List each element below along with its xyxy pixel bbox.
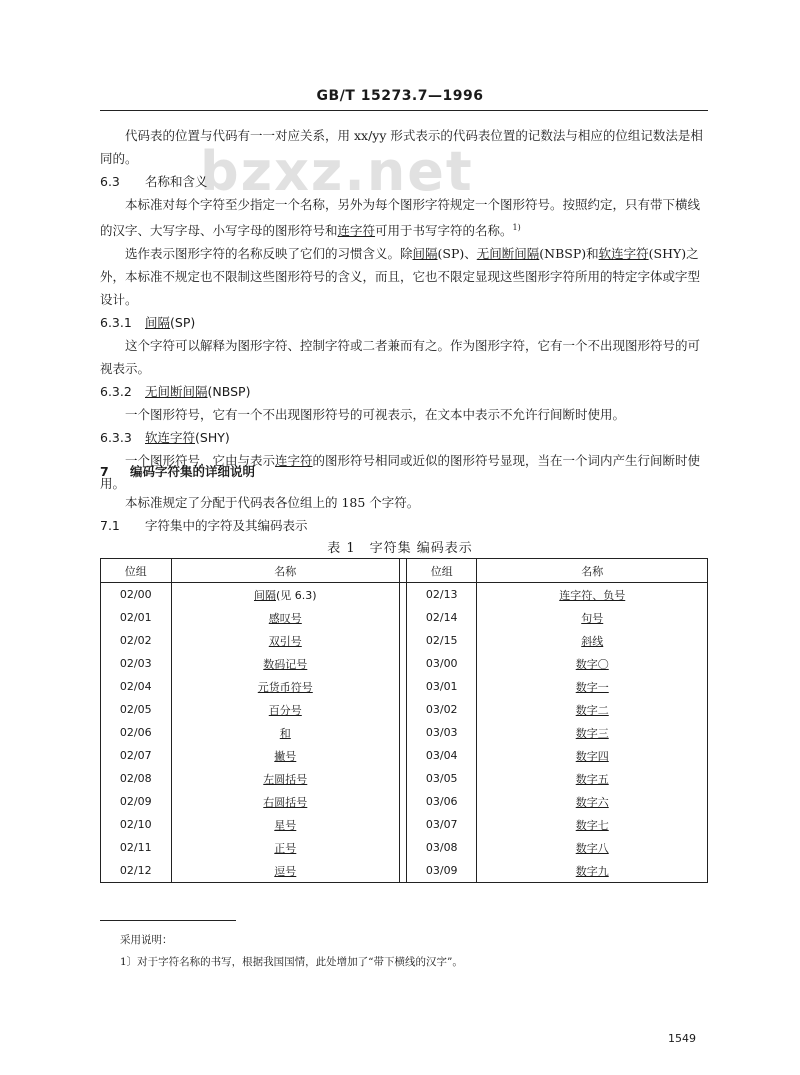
name-cell [477,836,708,859]
character-name: 星号 [274,818,297,832]
text-run: 可用于书写字符的名称。 [375,223,513,239]
underlined-term: 无间断间隔 [476,246,540,262]
position-value: 02/04 [119,680,152,693]
text-run: 的图形符号相同或近似的图形符号显现，当在一个词内产生行间断时使用。 [100,453,701,492]
character-name: 数字四 [575,749,609,763]
section-6-3-paragraph-1 [100,193,708,242]
name-cell [171,813,400,836]
section-6-3-2-heading [100,380,708,403]
section-number: 7.1 [100,518,120,533]
intro-paragraph: 代码表的位置与代码有一一对应关系，用 xx/yy 形式表示的代码表位置的记数法与相应的位组记数法是相同的。 [100,128,703,166]
section-number: 6.3 [100,174,120,189]
position-cell [101,698,172,721]
character-name: 撇号 [274,749,297,763]
section-6-3-1-paragraph: 这个字符可以解释为图形字符、控制字符或二者兼而有之。作为图形字符，它有一个不出现图形符号的可视表示。 [100,338,701,377]
page-header: GB/T 15273.7—1996 [316,88,484,104]
position-cell [406,744,477,767]
position-value: 02/01 [119,611,152,624]
character-name: 数字〇 [575,657,609,671]
name-cell [477,813,708,836]
position-cell [406,859,477,883]
position-cell [406,698,477,721]
column-gap [400,629,407,652]
name-cell [477,606,708,629]
character-name: 数字五 [575,772,609,786]
character-name: 左圆括号 [263,772,308,786]
section-title-term: 无间断间隔 [145,384,208,400]
position-cell [406,813,477,836]
position-cell [101,767,172,790]
position-cell [406,767,477,790]
footnote-text: 1〕对于字符名称的书写，根据我国国情，此处增加了“带下横线的汉字”。 [120,956,463,968]
character-name: 句号 [581,611,604,625]
footnote-title: 采用说明： [120,934,173,946]
text-run: (SP)、 [437,246,477,262]
column-gap [400,744,407,767]
section-6-3-paragraph-2 [100,242,708,311]
table-row [101,813,708,836]
position-cell [101,583,172,607]
position-cell [406,652,477,675]
column-gap [400,675,407,698]
name-cell [477,859,708,883]
name-cell [477,790,708,813]
character-name: 间隔 [253,588,276,602]
character-name: 数字二 [575,703,609,717]
footnote-rule [100,920,236,921]
position-value: 02/09 [119,795,152,808]
section-title-rest: (NBSP) [207,384,251,400]
column-gap [400,652,407,675]
position-value: 02/05 [119,703,152,716]
table-row [101,675,708,698]
section-6-3-heading [100,170,708,193]
section-7-heading [100,460,708,483]
name-cell [477,675,708,698]
name-cell [477,652,708,675]
character-name: 数字六 [575,795,609,809]
character-name: 连字符、负号 [559,588,626,602]
section-7-paragraph: 本标准规定了分配于代码表各位组上的 185 个字符。 [125,495,420,510]
section-7-1-heading [100,514,708,537]
position-value: 03/04 [425,749,458,762]
section-title: 名称和含义 [145,174,208,189]
column-gap [400,606,407,629]
position-cell [101,629,172,652]
name-cell [171,629,400,652]
character-name: 数字八 [575,841,609,855]
character-code-table [100,558,708,883]
text-run: (NBSP)和 [539,246,599,262]
character-name: 元货币符号 [257,680,313,694]
character-name: 和 [279,726,291,740]
section-6-3-1-heading [100,311,708,334]
header-name-right: 名称 [581,564,604,578]
name-cell [171,859,400,883]
page-number: 1549 [668,1032,696,1045]
text-run: 一个图形符号，它由与表示 [125,453,276,469]
character-name: 正号 [274,841,297,855]
name-cell [171,606,400,629]
watermark: bzxz.net [200,140,474,203]
position-value: 03/09 [425,864,458,877]
position-cell [406,721,477,744]
section-number: 6.3.3 [100,430,132,446]
position-value: 03/02 [425,703,458,716]
position-value: 02/10 [119,818,152,831]
text-run: 本标准对每个字符至少指定一个名称，另外为每个图形字符规定一个图形符号。按照约定，只有带下横线的汉字、大写字母、小写字母的图形符号和 [100,197,701,239]
table-row [101,836,708,859]
section-title-rest: (SHY) [195,430,230,446]
underlined-term: 间隔 [412,246,438,262]
header-pos-left: 位组 [101,559,172,583]
position-value: 03/03 [425,726,458,739]
name-cell [477,629,708,652]
section-title: 编码字符集的详细说明 [130,464,256,479]
table-row [101,606,708,629]
position-cell [101,859,172,883]
character-name: 右圆括号 [263,795,308,809]
position-value: 03/00 [425,657,458,670]
character-name: 数字三 [575,726,609,740]
section-number: 6.3.1 [100,315,132,331]
body-section [100,124,708,495]
header-pos-right: 位组 [406,559,477,583]
position-value: 03/07 [425,818,458,831]
character-name: 斜线 [581,634,604,648]
position-value: 02/00 [119,588,152,601]
table-row [101,652,708,675]
section-number: 7 [100,464,109,479]
position-cell [101,813,172,836]
position-value: 02/06 [119,726,152,739]
name-cell [171,675,400,698]
position-value: 02/02 [119,634,152,647]
table-row [101,790,708,813]
section-6-3-3-heading [100,426,708,449]
name-cell [171,583,400,607]
column-gap [400,559,407,583]
column-gap [400,721,407,744]
name-cell [477,721,708,744]
column-gap [400,813,407,836]
name-cell [477,767,708,790]
table-row [101,698,708,721]
section-title-term: 软连字符 [145,430,196,446]
character-name: 百分号 [268,703,302,717]
header-rule [100,110,708,111]
position-cell [101,721,172,744]
table-row [101,744,708,767]
position-value: 02/13 [425,588,458,601]
character-name: 逗号 [274,864,297,878]
column-gap [400,698,407,721]
text-run: 选作表示图形字符的名称反映了它们的习惯含义。除 [125,246,413,262]
table-row [101,767,708,790]
position-cell [406,836,477,859]
position-value: 02/03 [119,657,152,670]
position-value: 03/06 [425,795,458,808]
underlined-term: 软连字符 [598,246,649,262]
table-caption: 表 1 字符集 编码表示 [327,541,473,556]
character-name: 数字七 [575,818,609,832]
name-cell [171,836,400,859]
name-cell [477,698,708,721]
underlined-term: 连字符 [275,453,313,469]
section-title: 字符集中的字符及其编码表示 [145,518,308,533]
position-cell [101,652,172,675]
position-value: 03/08 [425,841,458,854]
character-name: 感叹号 [268,611,302,625]
column-gap [400,767,407,790]
position-cell [406,675,477,698]
character-note: (见 6.3) [275,588,317,602]
position-value: 02/08 [119,772,152,785]
position-cell [406,583,477,607]
section-title-term: 间隔 [145,315,171,331]
position-value: 02/15 [425,634,458,647]
name-cell [171,744,400,767]
table-row [101,721,708,744]
table-row [101,859,708,883]
position-value: 02/14 [425,611,458,624]
position-value: 02/11 [119,841,152,854]
footnote-ref: 1) [512,223,521,232]
table-row [101,583,708,607]
header-name-left: 名称 [274,564,297,578]
position-value: 03/05 [425,772,458,785]
position-cell [101,744,172,767]
position-cell [406,790,477,813]
column-gap [400,836,407,859]
character-name: 双引号 [268,634,302,648]
position-cell [101,675,172,698]
text-run: (SHY)之外，本标准不规定也不限制这些图形符号的含义，而且，它也不限定显现这些图形字符所用的特定字体或字型设计。 [100,246,701,308]
name-cell [171,767,400,790]
section-title-rest: (SP) [170,315,196,331]
column-gap [400,583,407,607]
underlined-term: 连字符 [337,223,376,239]
character-name: 数码记号 [263,657,308,671]
position-value: 02/07 [119,749,152,762]
table-body [101,583,708,883]
section-7 [100,460,708,537]
name-cell [477,744,708,767]
position-value: 03/01 [425,680,458,693]
position-value: 02/12 [119,864,152,877]
position-cell [101,836,172,859]
position-cell [406,629,477,652]
character-name: 数字九 [575,864,609,878]
section-number: 6.3.2 [100,384,132,400]
position-cell [101,606,172,629]
section-6-3-2-paragraph: 一个图形符号，它有一个不出现图形符号的可视表示，在文本中表示不允许行间断时使用。 [125,407,626,423]
column-gap [400,859,407,883]
position-cell [101,790,172,813]
column-gap [400,790,407,813]
character-name: 数字一 [575,680,609,694]
position-cell [406,606,477,629]
name-cell [171,698,400,721]
name-cell [171,790,400,813]
name-cell [171,721,400,744]
name-cell [171,652,400,675]
name-cell [477,583,708,607]
table-row [101,629,708,652]
table-header-row [101,559,708,583]
